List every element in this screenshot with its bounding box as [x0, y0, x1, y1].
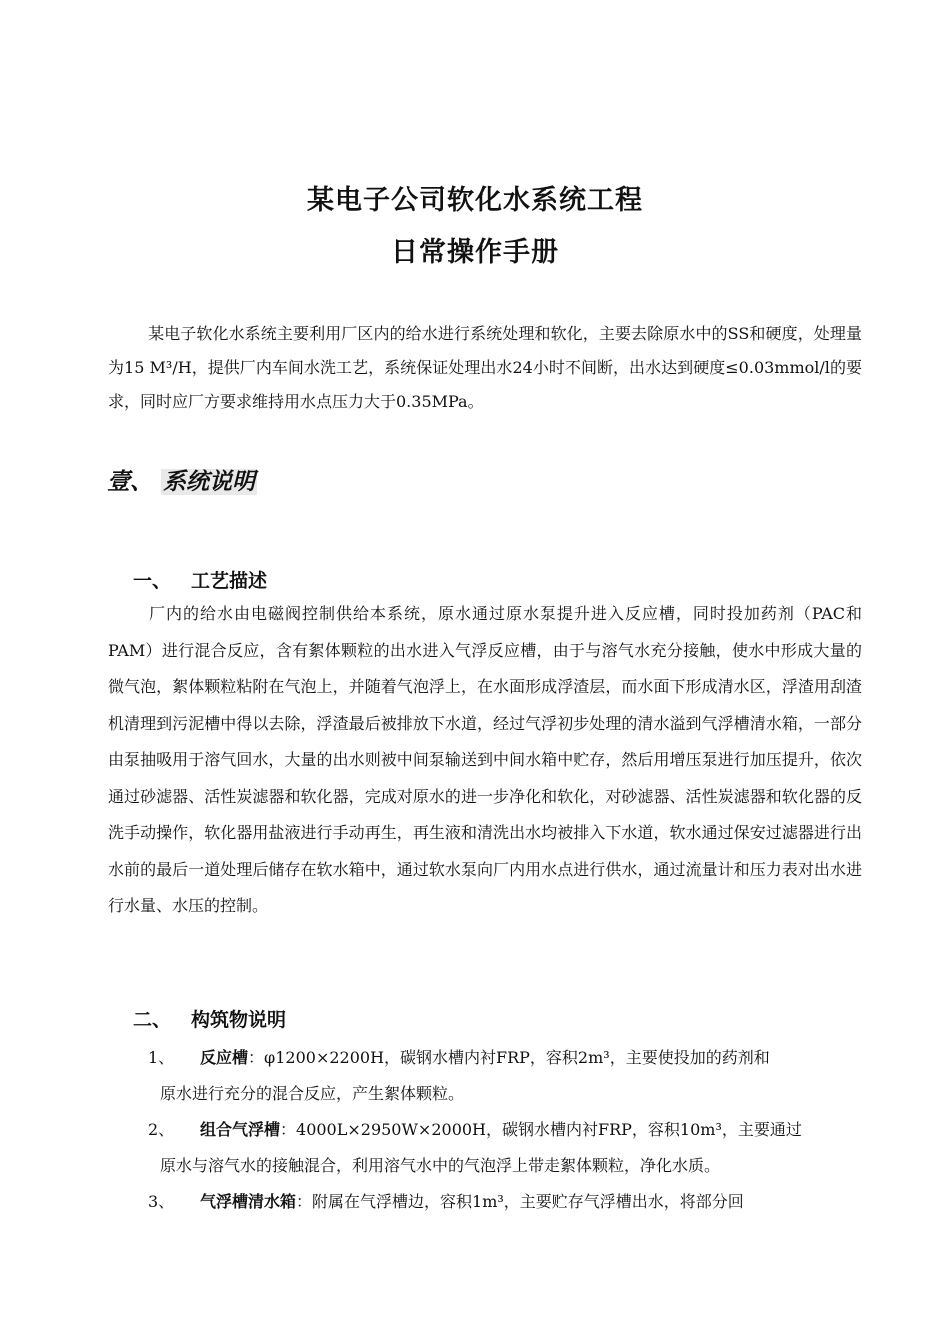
section-heading-process: [133, 566, 267, 593]
item-text-continued: 原水与溶气水的接触混合，利用溶气水中的气泡浮上带走絮体颗粒，净化水质。: [160, 1156, 721, 1175]
item-text-continued: 原水进行充分的混合反应，产生絮体颗粒。: [160, 1084, 465, 1103]
item-number: 3、: [148, 1192, 175, 1211]
document-title: 某电子公司软化水系统工程: [307, 185, 643, 216]
section-number: 一、: [133, 570, 172, 592]
chapter-number: 壹、: [107, 469, 153, 495]
item-text: ：φ1200×2200H，碳钢水槽内衬FRP，容积2m³，主要使投加的药剂和: [248, 1048, 770, 1067]
item-number: 1、: [148, 1048, 175, 1067]
item-name: 组合气浮槽: [200, 1120, 281, 1139]
item-name: 气浮槽清水箱: [200, 1192, 297, 1211]
chapter-heading: [107, 463, 257, 496]
intro-text: 某电子软化水系统主要利用厂区内的给水进行系统处理和软化，主要去除原水中的SS和硬度，处理量为15 M³/H，提供厂内车间水洗工艺，系统保证处理出水24小时不间断，出水达到硬度≤0.03mmol/l的要求，同时应厂方要求维持用水点压力大于0.35MPa。: [108, 324, 862, 411]
structure-item-clear-water-tank: [148, 1184, 862, 1220]
section-title: 工艺描述: [191, 570, 268, 592]
section-number: 二、: [133, 1009, 172, 1031]
item-text: ：4000L×2950W×2000H，碳钢水槽内衬FRP，容积10m³，主要通过: [280, 1120, 802, 1139]
process-description-text: 厂内的给水由电磁阀控制供给本系统，原水通过原水泵提升进入反应槽，同时投加药剂（PAC和PAM）进行混合反应，含有絮体颗粒的出水进入气浮反应槽，由于与溶气水充分接触，使水中形成大量的微气泡，絮体颗粒粘附在气泡上，并随着气泡浮上，在水面形成浮渣层，而水面下形成清水区，浮渣用刮渣机清理到污泥槽中得以去除，浮渣最后被排放下水道，经过气浮初步处理的清水溢到气浮槽清水箱，一部分由泵抽吸用于溶气回水，大量的出水则被中间泵输送到中间水箱中贮存，然后用增压泵进行加压提升，依次通过砂滤器、活性炭滤器和软化器，完成对原水的进一步净化和软化，对砂滤器、活性炭滤器和软化器的反洗手动操作，软化器用盐液进行手动再生，再生液和清洗出水均被排入下水道，软水通过保安过滤器进行出水前的最后一道处理后储存在软水箱中，通过软水泵向厂内用水点进行供水，通过流量计和压力表对出水进行水量、水压的控制。: [108, 604, 862, 915]
item-number: 2、: [148, 1120, 175, 1139]
document-subtitle: 日常操作手册: [391, 237, 559, 268]
section-heading-structures: [133, 1005, 286, 1032]
section-title: 构筑物说明: [191, 1009, 287, 1031]
item-name: 反应槽: [200, 1048, 249, 1067]
item-text: ：附属在气浮槽边，容积1m³，主要贮存气浮槽出水，将部分回: [296, 1192, 744, 1211]
process-description-paragraph: [108, 596, 862, 925]
structure-item-flotation-tank: [148, 1112, 862, 1184]
intro-paragraph: [108, 317, 862, 419]
chapter-title: 系统说明: [163, 469, 256, 495]
structure-item-reaction-tank: [148, 1040, 862, 1112]
